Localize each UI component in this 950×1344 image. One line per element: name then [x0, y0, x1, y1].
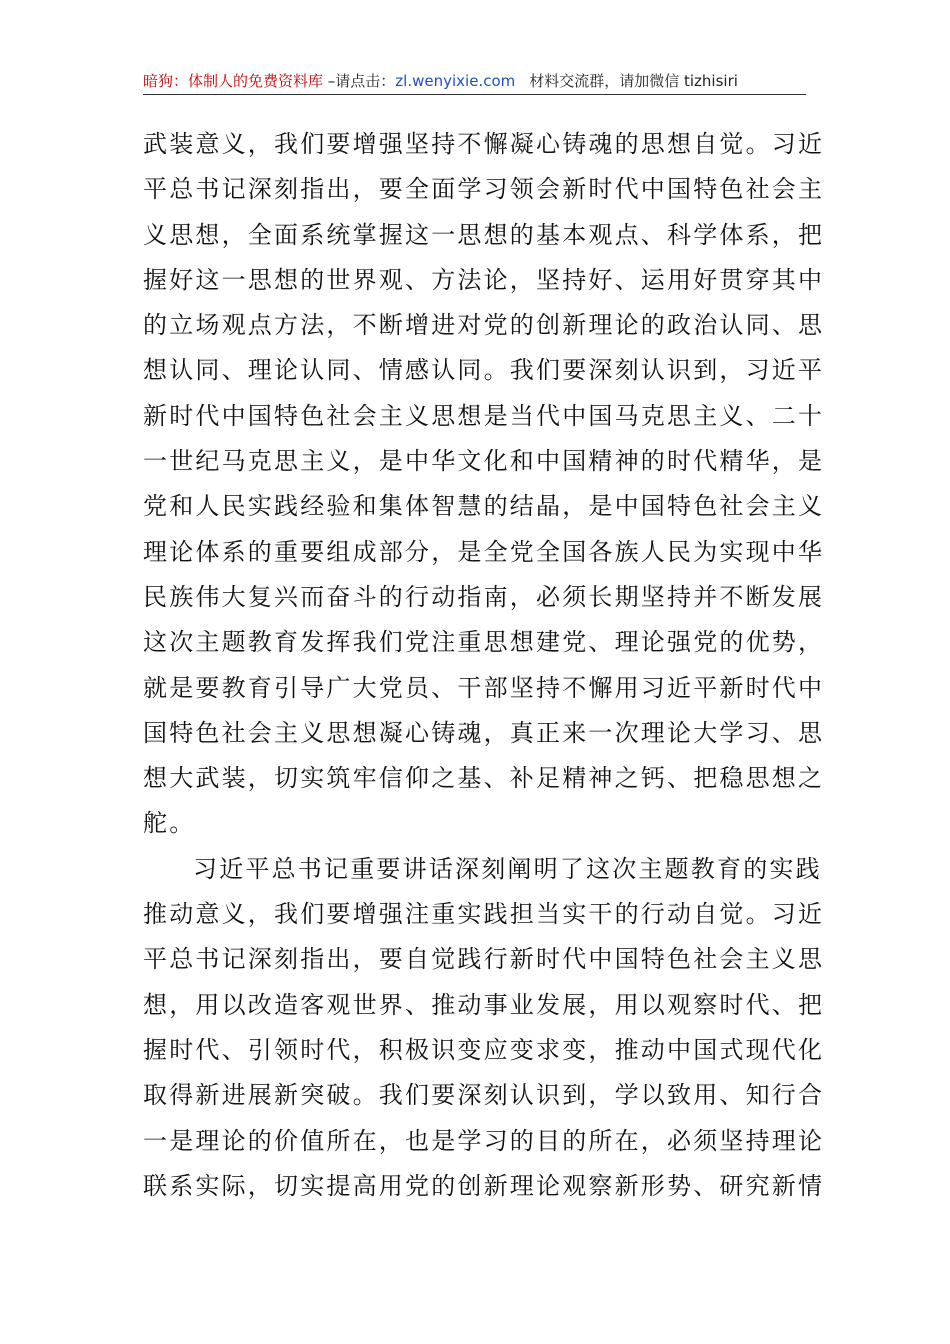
text-line: 义思想，全面系统掌握这一思想的基本观点、科学体系，把 — [143, 220, 825, 249]
text-line: 新时代中国特色社会主义思想是当代中国马克思主义、二十 — [143, 401, 825, 430]
text-line: 国特色社会主义思想凝心铸魂，真正来一次理论大学习、思 — [143, 718, 825, 747]
text-line: 这次主题教育发挥我们党注重思想建党、理论强党的优势， — [143, 628, 825, 657]
text-line: 一是理论的价值所在，也是学习的目的所在，必须坚持理论 — [143, 1126, 825, 1155]
text-line: 一世纪马克思主义，是中华文化和中国精神的时代精华，是 — [143, 447, 825, 476]
page-header — [143, 70, 806, 95]
text-line: 推动意义，我们要增强注重实践担当实干的行动自觉。习近 — [143, 900, 825, 929]
text-line: 党和人民实践经验和集体智慧的结晶，是中国特色社会主义 — [143, 492, 825, 521]
text-line: 就是要教育引导广大党员、干部坚持不懈用习近平新时代中 — [143, 673, 825, 702]
text-line: 平总书记深刻指出，要自觉践行新时代中国特色社会主义思 — [143, 945, 825, 974]
text-line: 想大武装，切实筑牢信仰之基、补足精神之钙、把稳思想之 — [143, 764, 825, 793]
paragraph-2 — [143, 847, 825, 1209]
text-line: 握时代、引领时代，积极识变应变求变，推动中国式现代化 — [143, 1035, 825, 1064]
text-line: 握好这一思想的世界观、方法论，坚持好、运用好贯穿其中 — [143, 265, 825, 294]
text-line: 想认同、理论认同、情感认同。我们要深刻认识到，习近平 — [143, 356, 825, 385]
header-prompt: –请点击： — [323, 72, 396, 90]
paragraph-1 — [143, 122, 825, 847]
document-body — [143, 122, 825, 1209]
text-line: 民族伟大复兴而奋斗的行动指南，必须长期坚持并不断发展 — [143, 582, 825, 611]
text-line: 理论体系的重要组成部分，是全党全国各族人民为实现中华 — [143, 537, 825, 566]
header-brand: 暗狗：体制人的免费资料库 — [143, 72, 324, 90]
header-note: 材料交流群，请加微信 tizhisiri — [529, 72, 738, 90]
text-line: 想，用以改造客观世界、推动事业发展，用以观察时代、把 — [143, 990, 825, 1019]
text-line: 武装意义，我们要增强坚持不懈凝心铸魂的思想自觉。习近 — [143, 130, 825, 158]
text-line: 舵。 — [143, 809, 196, 838]
text-line: 联系实际，切实提高用党的创新理论观察新形势、研究新情 — [143, 1171, 825, 1200]
header-link[interactable]: zl.wenyixie.com — [395, 72, 516, 90]
text-line: 的立场观点方法，不断增进对党的创新理论的政治认同、思 — [143, 311, 825, 340]
text-line: 取得新进展新突破。我们要深刻认识到，学以致用、知行合 — [143, 1081, 825, 1110]
text-line: 平总书记深刻指出，要全面学习领会新时代中国特色社会主 — [143, 175, 825, 204]
text-line: 习近平总书记重要讲话深刻阐明了这次主题教育的实践 — [193, 854, 822, 883]
